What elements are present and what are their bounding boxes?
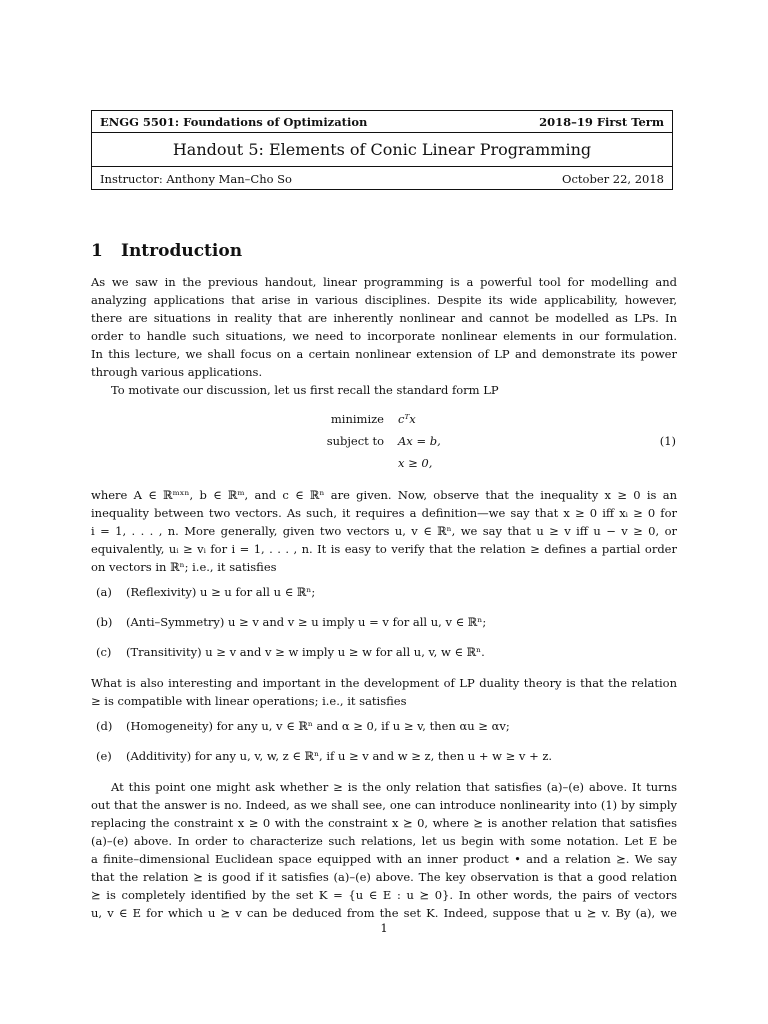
list-item-text: (Additivity) for any u, v, w, z ∈ ℝⁿ, if u ≥ v and w ≥ z, then u + w ≥ v + z. <box>126 749 553 763</box>
section-title: Introduction <box>121 241 243 261</box>
text-line: As we saw in the previous handout, linear programming is a powerful tool for modelling and <box>91 275 677 289</box>
lp-objective: cᵀx <box>398 412 416 426</box>
text-line: equivalently, uᵢ ≥ vᵢ for i = 1, . . . , n. It is easy to verify that the relation ≥ defines a partial order <box>91 542 677 556</box>
text-line: where A ∈ ℝᵐˣⁿ, b ∈ ℝᵐ, and c ∈ ℝⁿ are given. Now, observe that the inequality x ≥ 0 is an <box>91 488 677 502</box>
lp-subject-to-label: subject to <box>326 434 384 448</box>
lp-minimize-label: minimize <box>330 412 384 426</box>
list-item-label: (a) <box>96 585 112 599</box>
instructor-label: Instructor: Anthony Man–Cho So <box>100 172 292 186</box>
text-line: inequality between two vectors. As such, it requires a definition—we say that x ≥ 0 iff xᵢ ≥ 0 for <box>91 506 677 520</box>
list-item-text: (Homogeneity) for any u, v ∈ ℝⁿ and α ≥ 0, if u ≥ v, then αu ≥ αv; <box>126 719 510 733</box>
text-line: there are situations in reality that are inherently nonlinear and cannot be modelled as LPs. In <box>91 311 677 325</box>
list-item <box>96 645 676 659</box>
header-divider <box>92 166 672 167</box>
list-item <box>96 615 676 629</box>
text-line: analyzing applications that arise in various disciplines. Despite its wide applicability, however, <box>91 293 677 307</box>
text-line: To motivate our discussion, let us first recall the standard form LP <box>111 383 499 397</box>
date-label: October 22, 2018 <box>562 172 664 186</box>
lp-constraint-equality: Ax = b, <box>398 434 441 448</box>
text-line: In this lecture, we shall focus on a certain nonlinear extension of LP and demonstrate its power <box>91 347 677 361</box>
header-course-row <box>100 115 664 129</box>
text-line: a finite–dimensional Euclidean space equipped with an inner product • and a relation ⪰. We say <box>91 852 677 866</box>
list-item <box>96 749 676 763</box>
list-item-label: (d) <box>96 719 113 733</box>
paragraph-partial-order <box>91 486 677 576</box>
text-line: on vectors in ℝⁿ; i.e., it satisfies <box>91 560 277 574</box>
text-line: ≥ is compatible with linear operations; i.e., it satisfies <box>91 694 407 708</box>
text-line: through various applications. <box>91 365 263 379</box>
paragraph-good-relation <box>91 778 677 922</box>
text-line: that the relation ⪰ is good if it satisfies (a)–(e) above. The key observation is that a good relation <box>91 870 677 884</box>
paragraph-motivate <box>91 381 677 399</box>
lp-constraint-nonneg: x ≥ 0, <box>398 456 433 470</box>
list-item-text: (Transitivity) u ≥ v and v ≥ w imply u ≥ w for all u, v, w ∈ ℝⁿ. <box>126 645 485 659</box>
section-number: 1 <box>91 241 103 261</box>
text-line: replacing the constraint x ≥ 0 with the constraint x ⪰ 0, where ⪰ is another relation that satisfies <box>91 816 677 830</box>
header-divider <box>92 132 672 133</box>
list-item-label: (e) <box>96 749 112 763</box>
list-item <box>96 585 676 599</box>
paragraph-compatible <box>91 674 677 710</box>
header-instructor-row <box>100 172 664 186</box>
handout-header-box <box>91 110 673 190</box>
term-label: 2018–19 First Term <box>539 115 664 129</box>
list-item-text: (Reflexivity) u ≥ u for all u ∈ ℝⁿ; <box>126 585 316 599</box>
equation-number: (1) <box>659 434 676 448</box>
text-line: What is also interesting and important in the development of LP duality theory is that the relation <box>91 676 677 690</box>
text-line: order to handle such situations, we need to incorporate nonlinear elements in our formulation. <box>91 329 677 343</box>
text-line: (a)–(e) above. In order to characterize such relations, let us begin with some notation. Let E be <box>91 834 677 848</box>
text-line: u, v ∈ E for which u ⪰ v can be deduced from the set K. Indeed, suppose that u ⪰ v. By (a), we <box>91 906 677 920</box>
paragraph-intro <box>91 273 677 381</box>
list-item-text: (Anti–Symmetry) u ≥ v and v ≥ u imply u = v for all u, v ∈ ℝⁿ; <box>126 615 487 629</box>
section-heading <box>91 241 242 261</box>
page-number: 1 <box>380 921 388 935</box>
list-item-label: (b) <box>96 615 113 629</box>
text-line: i = 1, . . . , n. More generally, given two vectors u, v ∈ ℝⁿ, we say that u ≥ v iff u − v ≥ 0, or <box>91 524 677 538</box>
text-line: At this point one might ask whether ≥ is the only relation that satisfies (a)–(e) above. It turns <box>111 780 677 794</box>
course-title: ENGG 5501: Foundations of Optimization <box>100 115 368 129</box>
list-item <box>96 719 676 733</box>
list-item-label: (c) <box>96 645 112 659</box>
handout-title: Handout 5: Elements of Conic Linear Programming <box>172 140 592 159</box>
text-line: out that the answer is no. Indeed, as we shall see, one can introduce nonlinearity into (1) by simply <box>91 798 677 812</box>
text-line: ⪰ is completely identified by the set K = {u ∈ E : u ⪰ 0}. In other words, the pairs of vectors <box>91 888 677 902</box>
